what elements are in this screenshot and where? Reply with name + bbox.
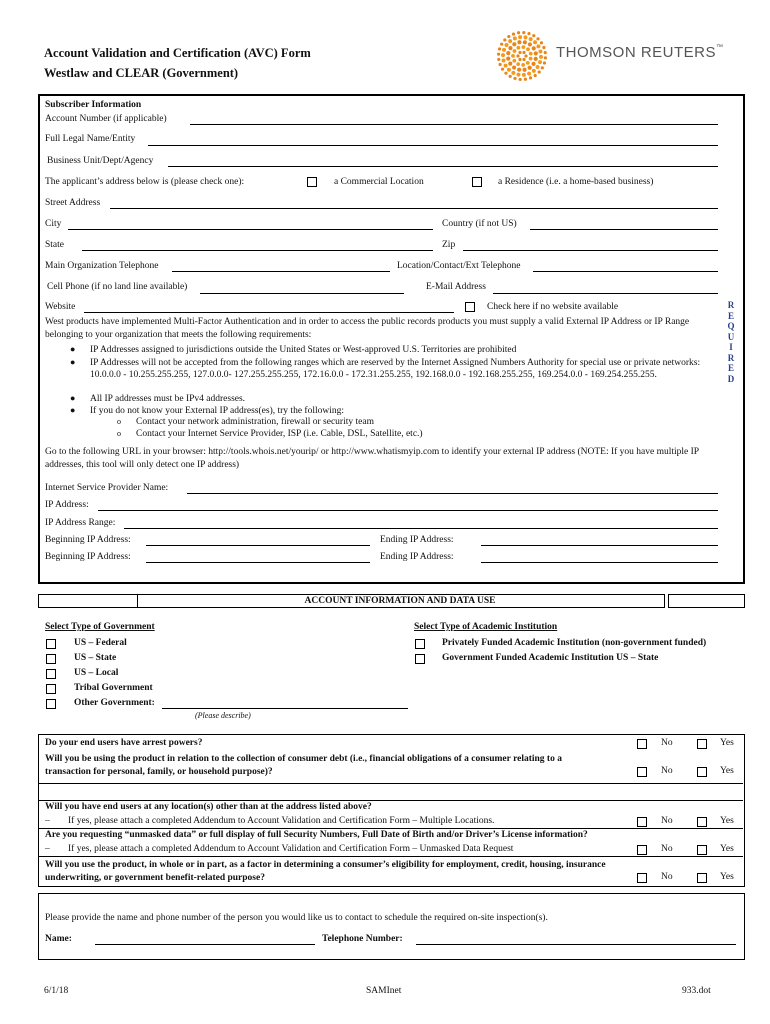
subscriber-heading: Subscriber Information (45, 100, 142, 110)
logo-dot (519, 78, 522, 81)
gov-federal-checkbox[interactable] (46, 639, 56, 649)
logo-dot (516, 73, 520, 77)
logo-dot (513, 36, 517, 40)
required-letter: R (727, 352, 735, 363)
contact-name-label: Name: (45, 934, 72, 944)
bullet-mark: ● (70, 405, 76, 415)
q1-no-checkbox[interactable] (637, 739, 647, 749)
logo-dot (518, 58, 521, 61)
question-unmasked-data: Are you requesting “unmasked data” or full display of full Security Numbers, Full Date of Birth and/or Driver’s License information? (45, 830, 588, 840)
state-label: State (45, 240, 64, 250)
city-field[interactable] (68, 229, 433, 230)
sub-bullet-mark: o (117, 429, 121, 438)
gov-type-heading: Select Type of Government (45, 622, 155, 632)
commercial-label: a Commercial Location (334, 177, 424, 187)
q2-yes-checkbox[interactable] (697, 767, 707, 777)
logo-dot (512, 65, 516, 69)
logo-dot (518, 35, 522, 39)
please-describe-label: (Please describe) (195, 711, 251, 720)
logo-dot (518, 51, 521, 54)
required-vertical-label (724, 300, 738, 384)
main-telephone-label: Main Organization Telephone (45, 261, 159, 271)
logo-dot (538, 70, 541, 73)
zip-label: Zip (442, 240, 456, 250)
logo-dot (539, 55, 543, 59)
thomson-reuters-logo-icon (496, 30, 548, 82)
logo-dot (541, 66, 544, 69)
logo-dot (504, 64, 508, 68)
logo-dot (524, 54, 527, 57)
country-label: Country (if not US) (442, 219, 517, 229)
logo-dot (529, 76, 532, 79)
city-label: City (45, 219, 62, 229)
ip-address-field[interactable] (98, 510, 718, 511)
logo-dot (538, 49, 542, 53)
end-ip-label: Ending IP Address: (380, 535, 454, 545)
logo-dot (544, 51, 547, 54)
no-website-label: Check here if no website available (487, 302, 619, 312)
bullet-mark: ● (70, 393, 76, 403)
bullet-mark: ● (70, 344, 76, 354)
logo-dot (504, 72, 507, 75)
logo-dot (498, 47, 501, 50)
begin-ip-field-1[interactable] (146, 545, 370, 546)
country-field[interactable] (530, 229, 718, 230)
logo-dot (538, 60, 542, 64)
dash-mark: – (45, 844, 50, 854)
logo-dot (540, 41, 543, 44)
q5-no-checkbox[interactable] (637, 873, 647, 883)
logo-dot (502, 48, 506, 52)
question-eligibility: Will you use the product, in whole or in part, as a factor in determining a consumer’s eligibility for employment, credit, housing, insurance underwriting, or government benefit-related purpose? (45, 860, 606, 883)
q5-yes-checkbox[interactable] (697, 873, 707, 883)
required-letter: R (727, 300, 735, 310)
logo-dot (536, 37, 539, 40)
logo-dot (512, 42, 516, 46)
q4-note: If yes, please attach a completed Addendum to Account Validation and Certification Form – Unmasked Data Request (68, 844, 514, 854)
ip-address-label: IP Address: (45, 500, 89, 510)
q4-yes-checkbox[interactable] (697, 845, 707, 855)
end-ip-field-1[interactable] (481, 545, 718, 546)
business-unit-label: Business Unit/Dept/Agency (47, 156, 154, 166)
footer-center: SAMInet (366, 986, 402, 996)
yes-label: Yes (720, 872, 734, 882)
logo-dot (511, 71, 515, 75)
q3-no-checkbox[interactable] (637, 817, 647, 827)
contact-instructions: Please provide the name and phone number of the person you would like us to contact to schedule the required on-site inspection(s). (45, 913, 548, 923)
gov-state-checkbox[interactable] (46, 654, 56, 664)
question-consumer-debt: Will you be using the product in relation to the collection of consumer debt (i.e., financial obligations of a consumer relating to a transaction for personal, family, or household purpose)? (45, 754, 562, 777)
requirement-item: All IP addresses must be IPv4 addresses. (90, 394, 246, 404)
required-letter: E (727, 363, 734, 373)
question-other-locations: Will you have end users at any location(s) other than at the address listed above? (45, 802, 372, 812)
residence-label: a Residence (i.e. a home-based business) (498, 177, 654, 187)
dash-mark: – (45, 816, 50, 826)
logo-dot (522, 45, 526, 49)
row-divider (38, 783, 743, 784)
logo-dot (534, 74, 537, 77)
email-label: E-Mail Address (426, 282, 486, 292)
logo-dot (524, 78, 527, 81)
yes-label: Yes (720, 738, 734, 748)
no-label: No (661, 816, 673, 826)
logo-dot (511, 54, 515, 58)
no-website-checkbox[interactable] (465, 302, 475, 312)
residence-checkbox[interactable] (472, 177, 482, 187)
logo-dot (501, 68, 504, 71)
logo-dot (529, 52, 533, 56)
logo-dot (542, 46, 545, 49)
logo-dot (509, 75, 512, 78)
logo-dot (528, 66, 532, 70)
footer-doc-code: 933.dot (682, 986, 711, 996)
logo-dot (536, 44, 540, 48)
logo-dot (523, 40, 527, 44)
academic-option-label: Government Funded Academic Institution US – State (442, 653, 659, 663)
gov-option-label: Other Government: (74, 698, 155, 708)
logo-dot (522, 58, 525, 61)
gov-tribal-checkbox[interactable] (46, 684, 56, 694)
logo-dot (522, 51, 525, 54)
logo-dot (502, 59, 506, 63)
row-divider (38, 800, 743, 801)
street-field[interactable] (110, 208, 718, 209)
yes-label: Yes (720, 766, 734, 776)
begin-ip-label: Beginning IP Address: (45, 552, 131, 562)
q4-no-checkbox[interactable] (637, 845, 647, 855)
academic-government-checkbox[interactable] (415, 654, 425, 664)
required-letter: E (727, 310, 734, 321)
address-type-label: The applicant’s address below is (please check one): (45, 177, 245, 187)
website-label: Website (45, 302, 76, 312)
question-arrest-powers: Do your end users have arrest powers? (45, 738, 203, 748)
logo-dot (522, 73, 526, 77)
logo-dot (516, 62, 520, 66)
logo-dot (532, 46, 536, 50)
logo-dot (497, 58, 500, 61)
logo-dot (513, 77, 516, 80)
account-number-label: Account Number (if applicable) (45, 114, 167, 124)
contact-name-field[interactable] (95, 944, 315, 945)
row-divider (38, 856, 743, 857)
account-number-field[interactable] (190, 124, 718, 125)
required-letter: I (729, 342, 733, 352)
logo-dot (531, 62, 535, 66)
cell-phone-field[interactable] (200, 293, 404, 294)
business-unit-field[interactable] (168, 166, 718, 167)
no-label: No (661, 766, 673, 776)
ip-range-field[interactable] (124, 528, 718, 529)
begin-ip-label: Beginning IP Address: (45, 535, 131, 545)
logo-dot (497, 53, 500, 56)
logo-dot (506, 51, 510, 55)
account-info-heading: ACCOUNT INFORMATION AND DATA USE (136, 594, 665, 608)
logo-dot (504, 43, 508, 47)
footer-date: 6/1/18 (44, 986, 69, 996)
begin-ip-field-2[interactable] (146, 562, 370, 563)
logo-dot (513, 49, 517, 53)
logo-dot (517, 68, 521, 72)
logo-dot (516, 54, 519, 57)
main-telephone-field[interactable] (172, 271, 390, 272)
isp-name-label: Internet Service Provider Name: (45, 483, 169, 493)
requirement-item: If you do not know your External IP address(es), try the following: (90, 406, 344, 416)
logo-dot (526, 61, 530, 65)
logo-dot (529, 37, 533, 41)
ip-range-label: IP Address Range: (45, 518, 116, 528)
legal-name-field[interactable] (148, 145, 718, 146)
academic-type-heading: Select Type of Academic Institution (414, 622, 558, 632)
header-bar-left (38, 594, 138, 608)
q3-yes-checkbox[interactable] (697, 817, 707, 827)
contact-section (38, 893, 745, 960)
location-telephone-label: Location/Contact/Ext Telephone (397, 261, 521, 271)
no-label: No (661, 844, 673, 854)
q2-no-checkbox[interactable] (637, 767, 647, 777)
gov-other-checkbox[interactable] (46, 699, 56, 709)
logo-dot (521, 63, 525, 67)
gov-option-label: US – State (74, 653, 117, 663)
form-title: Account Validation and Certification (AVC) Form (44, 46, 311, 60)
commercial-checkbox[interactable] (307, 177, 317, 187)
logo-dot (506, 56, 510, 60)
logo-dot (528, 42, 532, 46)
form-subtitle: Westlaw and CLEAR (Government) (44, 66, 239, 80)
yes-label: Yes (720, 844, 734, 854)
mfa-paragraph: West products have implemented Multi-Factor Authentication and in order to access the public records products you must supply a valid External IP Address or IP Range belonging to your organization that meets the following requirements: (45, 317, 690, 340)
no-label: No (661, 872, 673, 882)
state-field[interactable] (82, 250, 433, 251)
contact-telephone-field[interactable] (416, 944, 736, 945)
email-field[interactable] (493, 293, 718, 294)
q3-note: If yes, please attach a completed Addendum to Account Validation and Certification Form – Multiple Locations. (68, 816, 495, 826)
sub-requirement-item: Contact your network administration, firewall or security team (136, 417, 374, 427)
url-paragraph: Go to the following URL in your browser: http://tools.whois.net/yourip/ or http://www.whatismyip.com to identify your external IP address (NOTE: If you have multiple IP addresses, this tool will only detect one IP address) (45, 447, 699, 470)
contact-telephone-label: Telephone Number: (322, 934, 403, 944)
logo-dot (508, 46, 512, 50)
requirement-item: IP Addresses assigned to jurisdictions outside the United States or West-approved U.S. Territories are prohibited (90, 345, 517, 355)
gov-local-checkbox[interactable] (46, 669, 56, 679)
location-telephone-field[interactable] (533, 271, 718, 272)
required-letters (724, 300, 738, 384)
no-label: No (661, 738, 673, 748)
required-letter: U (727, 331, 735, 342)
logo-dot (543, 61, 546, 64)
logo-dot (527, 72, 531, 76)
logo-dot (534, 57, 538, 61)
logo-dot (534, 51, 538, 55)
logo-dot (522, 68, 526, 72)
cell-phone-label: Cell Phone (if no land line available) (47, 282, 188, 292)
q1-yes-checkbox[interactable] (697, 739, 707, 749)
other-gov-field[interactable] (162, 708, 408, 709)
logo-dot (517, 40, 521, 44)
required-letter: D (727, 373, 735, 384)
isp-name-field[interactable] (187, 493, 718, 494)
logo-dot (508, 39, 512, 43)
logo-dot (529, 57, 533, 61)
logo-dot (532, 34, 535, 37)
logo-dot (507, 35, 510, 38)
logo-wordmark: THOMSON REUTERS™ (556, 44, 724, 61)
end-ip-label: Ending IP Address: (380, 552, 454, 562)
logo-dot (524, 35, 528, 39)
gov-option-label: Tribal Government (74, 683, 153, 693)
logo-dot (498, 63, 501, 66)
logo-dot (536, 65, 540, 69)
requirement-item: IP Addresses will not be accepted from the following ranges which are reserved by the Internet Assigned Numbers Authority for special use or private networks: 10.0.0.0 - 10.255.255.255, 127.0.0.0- 127.255.255.255, 172.16.0.0 - 172.31.255.255, 192.168.0.0 - 192.168.255.255, 169.254.0.0 - 169.254.255.255. (90, 358, 701, 380)
sub-bullet-mark: o (117, 417, 121, 426)
logo-dot (526, 47, 530, 51)
legal-name-label: Full Legal Name/Entity (45, 134, 136, 144)
gov-option-label: US – Local (74, 668, 119, 678)
logo-dot (512, 59, 516, 63)
logo-dot (532, 69, 536, 73)
header-bar-right (668, 594, 745, 608)
website-field[interactable] (84, 312, 454, 313)
logo-dot (500, 43, 503, 46)
end-ip-field-2[interactable] (481, 562, 718, 563)
logo-dot (527, 32, 530, 35)
logo-dot (501, 53, 505, 57)
logo-dot (544, 56, 547, 59)
logo-dot (533, 40, 537, 44)
logo-dot (503, 38, 506, 41)
required-letter: Q (727, 321, 735, 331)
logo-dot (512, 32, 515, 35)
logo-dot (522, 31, 525, 34)
street-label: Street Address (45, 198, 101, 208)
logo-dot (516, 46, 520, 50)
bullet-mark: ● (70, 357, 76, 367)
sub-requirement-item: Contact your Internet Service Provider, ISP (i.e. Cable, DSL, Satellite, etc.) (136, 429, 423, 439)
academic-private-checkbox[interactable] (415, 639, 425, 649)
gov-option-label: US – Federal (74, 638, 127, 648)
logo-dot (508, 62, 512, 66)
yes-label: Yes (720, 816, 734, 826)
zip-field[interactable] (463, 250, 718, 251)
logo-dot (517, 31, 520, 34)
academic-option-label: Privately Funded Academic Institution (non-government funded) (442, 638, 707, 648)
row-divider (38, 828, 743, 829)
logo-dot (507, 68, 511, 72)
